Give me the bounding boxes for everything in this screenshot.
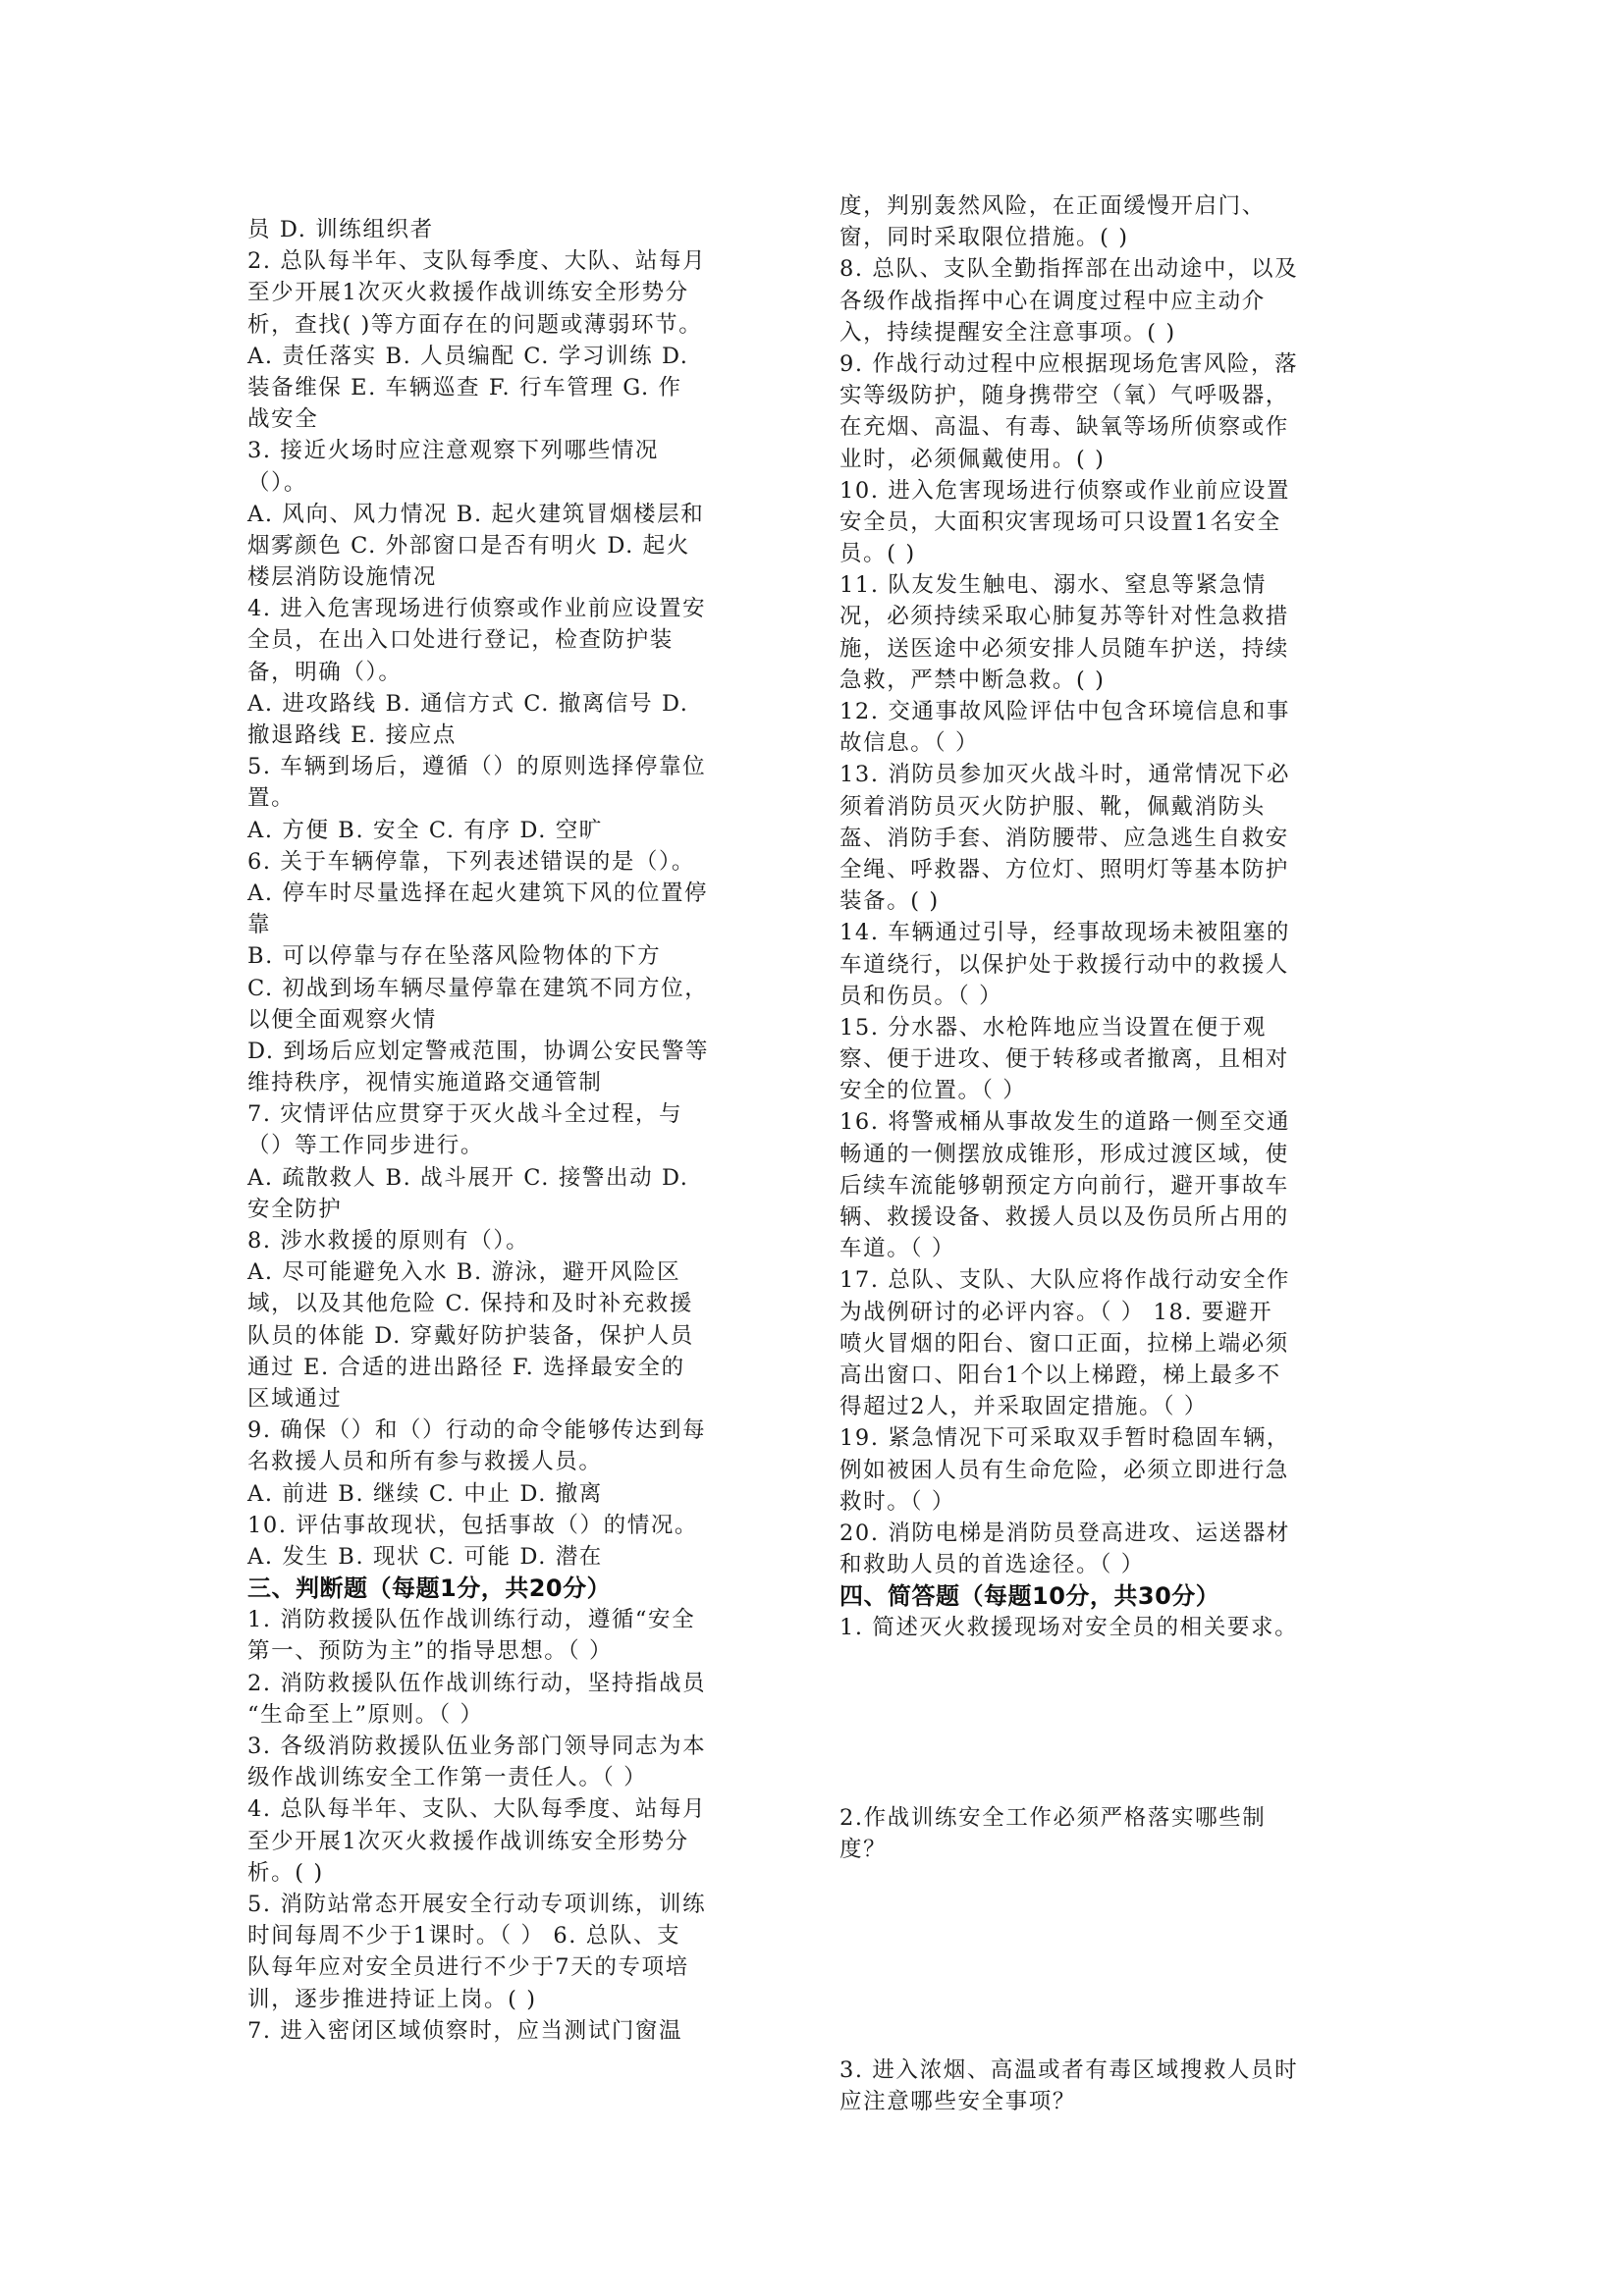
true-false-line: 实等级防护，随身携带空（氧）气呼吸器， [839, 383, 1289, 409]
true-false-line: 员和伤员。（ ） [839, 983, 1003, 1009]
answer-space [839, 1865, 1409, 1896]
true-false-line: 19. 紧急情况下可采取双手暂时稳固车辆， [839, 1425, 1291, 1452]
true-false-line: 员。( ) [839, 541, 916, 567]
true-false-line: 窗，同时采取限位措施。( ) [839, 225, 1129, 251]
options-line: 烟雾颜色 C. 外部窗口是否有明火 D. 起火 [247, 532, 690, 559]
short-answer-question: 度？ [839, 1836, 888, 1862]
options-line: 维持秩序，视情实施道路交通管制 [247, 1070, 603, 1096]
answer-space [839, 1738, 1409, 1770]
true-false-line: 12. 交通事故风险评估中包含环境信息和事 [839, 699, 1291, 724]
true-false-line: 4. 总队每半年、支队、大队每季度、站每月 [247, 1796, 707, 1823]
true-false-line: 3. 各级消防救援队伍业务部门领导同志为本 [247, 1734, 707, 1759]
question-line: 9. 确保（）和（）行动的命令能够传达到每 [247, 1417, 707, 1444]
true-false-line: 8. 总队、支队全勤指挥部在出动途中，以及 [839, 256, 1299, 283]
question-line: （）等工作同步进行。 [247, 1133, 485, 1159]
question-line: 10. 评估事故现状，包括事故（）的情况。 [247, 1512, 699, 1538]
short-answer-question: 2.作战训练安全工作必须严格落实哪些制 [839, 1804, 1267, 1831]
true-false-line: 喷火冒烟的阳台、窗口正面，拉梯上端必须 [839, 1330, 1289, 1357]
options-line: A. 疏散救人 B. 战斗展开 C. 接警出动 D. [247, 1164, 689, 1191]
options-line: B. 可以停靠与存在坠落风险物体的下方 [247, 943, 662, 970]
options-line: 安全防护 [247, 1196, 343, 1222]
options-line: A. 方便 B. 安全 C. 有序 D. 空旷 [247, 817, 603, 843]
true-false-line: 5. 消防站常态开展安全行动专项训练，训练 [247, 1891, 707, 1917]
true-false-line: 装备。( ) [839, 888, 940, 915]
options-line: 装备维保 E. 车辆巡查 F. 行车管理 G. 作 [247, 374, 682, 400]
true-false-line: 10. 进入危害现场进行侦察或作业前应设置 [839, 477, 1291, 504]
question-line: 5. 车辆到场后，遵循（）的原则选择停靠位 [247, 754, 707, 780]
options-line: 撤退路线 E. 接应点 [247, 722, 457, 748]
true-false-line: 析。( ) [247, 1859, 324, 1886]
right-column [839, 190, 1409, 2117]
true-false-line: 度，判别轰然风险，在正面缓慢开启门、 [839, 193, 1266, 219]
options-line: A. 责任落实 B. 人员编配 C. 学习训练 D. [247, 343, 689, 369]
true-false-line: 况，必须持续采取心肺复苏等针对性急救措 [839, 604, 1289, 630]
true-false-line: 车道绕行，以保护处于救援行动中的救援人 [839, 951, 1289, 978]
question-line: 6. 关于车辆停靠，下列表述错误的是（）。 [247, 848, 695, 875]
question-line: 置。 [247, 785, 296, 812]
answer-space [839, 1928, 1409, 1959]
question-line: 3. 接近火场时应注意观察下列哪些情况 [247, 438, 660, 464]
question-line: 全员，在出入口处进行登记，检查防护装 [247, 627, 674, 654]
true-false-line: 20. 消防电梯是消防员登高进攻、运送器材 [839, 1520, 1291, 1546]
answer-space [839, 1644, 1409, 1676]
true-false-line: 辆、救援设备、救援人员以及伤员所占用的 [839, 1204, 1289, 1230]
true-false-line: 为战例研讨的必评内容。（ ） 18. 要避开 [839, 1299, 1273, 1325]
options-line: 战安全 [247, 406, 319, 433]
true-false-line: 例如被困人员有生命危险，必须立即进行急 [839, 1457, 1289, 1483]
question-line: 8. 涉水救援的原则有（）。 [247, 1228, 530, 1254]
true-false-line: 故信息。（ ） [839, 730, 980, 757]
true-false-line: 救时。（ ） [839, 1488, 956, 1515]
true-false-line: 2. 消防救援队伍作战训练行动，坚持指战员 [247, 1670, 707, 1696]
options-line: C. 初战到场车辆尽量停靠在建筑不同方位， [247, 975, 709, 1001]
short-answer-question: 应注意哪些安全事项？ [839, 2089, 1077, 2115]
true-false-line: 盔、消防手套、消防腰带、应急逃生自救安 [839, 825, 1289, 851]
true-false-line: 11. 队友发生触电、溺水、窒息等紧急情 [839, 572, 1267, 599]
true-false-line: 畅通的一侧摆放成锥形，形成过渡区域，使 [839, 1141, 1289, 1167]
question-line: 4. 进入危害现场进行侦察或作业前应设置安 [247, 596, 707, 622]
true-false-line: 须着消防员灭火防护服、靴，佩戴消防头 [839, 793, 1266, 820]
true-false-line: 1. 消防救援队伍作战训练行动，遵循“安全 [247, 1607, 696, 1633]
true-false-line: 和救助人员的首选途径。（ ） [839, 1552, 1145, 1578]
options-line: 靠 [247, 912, 272, 938]
question-line: 7. 灾情评估应贯穿于灭火战斗全过程，与 [247, 1101, 683, 1128]
true-false-line: 14. 车辆通过引导，经事故现场未被阻塞的 [839, 920, 1291, 946]
section-heading-true-false: 三、判断题（每题1分，共20分） [247, 1575, 612, 1603]
options-line: A. 停车时尽量选择在起火建筑下风的位置停 [247, 880, 709, 906]
options-line: 区域通过 [247, 1385, 343, 1412]
options-line: 域，以及其他危险 C. 保持和及时补充救援 [247, 1291, 693, 1317]
true-false-line: 队每年应对安全员进行不少于7天的专项培 [247, 1954, 689, 1981]
true-false-line: 16. 将警戒桶从事故发生的道路一侧至交通 [839, 1109, 1291, 1136]
section-heading-short-answer: 四、简答题（每题10分，共30分） [839, 1582, 1220, 1611]
question-line: （）。 [247, 469, 308, 496]
true-false-line: 安全的位置。（ ） [839, 1078, 1027, 1104]
answer-space [839, 1770, 1409, 1801]
question-line: 备，明确（）。 [247, 659, 403, 685]
options-line: 通过 E. 合适的进出路径 F. 选择最安全的 [247, 1354, 685, 1380]
true-false-line: 察、便于进攻、便于转移或者撤离，且相对 [839, 1046, 1289, 1073]
options-line: 队员的体能 D. 穿戴好防护装备，保护人员 [247, 1322, 694, 1349]
true-false-line: 全绳、呼救器、方位灯、照明灯等基本防护 [839, 856, 1289, 882]
true-false-line: 得超过2人，并采取固定措施。（ ） [839, 1394, 1208, 1420]
true-false-line: 业时，必须佩戴使用。( ) [839, 446, 1106, 472]
true-false-line: 级作战训练安全工作第一责任人。（ ） [247, 1765, 648, 1791]
answer-space [839, 1676, 1409, 1707]
true-false-line: 时间每周不少于1课时。（ ） 6. 总队、支 [247, 1923, 681, 1949]
answer-space [839, 1707, 1409, 1738]
true-false-line: 各级作战指挥中心在调度过程中应主动介 [839, 288, 1266, 314]
short-answer-question: 1. 简述灭火救援现场对安全员的相关要求。 [839, 1615, 1299, 1641]
true-false-line: 施，送医途中必须安排人员随车护送，持续 [839, 635, 1289, 662]
answer-space [839, 2023, 1409, 2055]
options-line: A. 风向、风力情况 B. 起火建筑冒烟楼层和 [247, 501, 705, 527]
true-false-line: 高出窗口、阳台1个以上梯蹬，梯上最多不 [839, 1362, 1281, 1388]
true-false-line: 第一、预防为主”的指导思想。（ ） [247, 1638, 614, 1665]
options-line: A. 进攻路线 B. 通信方式 C. 撤离信号 D. [247, 690, 689, 717]
options-line: A. 前进 B. 继续 C. 中止 D. 撤离 [247, 1480, 603, 1507]
true-false-line: 训，逐步推进持证上岗。( ) [247, 1986, 537, 2012]
options-line: 以便全面观察火情 [247, 1006, 437, 1033]
answer-space [839, 1896, 1409, 1928]
options-line: A. 发生 B. 现状 C. 可能 D. 潜在 [247, 1543, 603, 1570]
true-false-line: 13. 消防员参加灭火战斗时，通常情况下必 [839, 762, 1291, 788]
true-false-line: 7. 进入密闭区域侦察时，应当测试门窗温 [247, 2017, 683, 2044]
true-false-line: 至少开展1次灭火救援作战训练安全形势分 [247, 1828, 689, 1854]
true-false-line: 9. 作战行动过程中应根据现场危害风险，落 [839, 350, 1299, 377]
answer-space [839, 1960, 1409, 1992]
true-false-line: 安全员，大面积灾害现场可只设置1名安全 [839, 508, 1281, 535]
true-false-line: “生命至上”原则。（ ） [247, 1701, 484, 1728]
true-false-line: 17. 总队、支队、大队应将作战行动安全作 [839, 1267, 1291, 1294]
left-column [247, 214, 817, 2047]
question-line: 至少开展1次灭火救援作战训练安全形势分 [247, 280, 689, 306]
true-false-line: 车道。（ ） [839, 1236, 956, 1262]
true-false-line: 入，持续提醒安全注意事项。( ) [839, 319, 1176, 346]
options-line: 楼层消防设施情况 [247, 564, 437, 591]
question-line: 名救援人员和所有参与救援人员。 [247, 1449, 603, 1475]
true-false-line: 15. 分水器、水枪阵地应当设置在便于观 [839, 1014, 1267, 1041]
true-false-line: 后续车流能够朝预定方向前行，避开事故车 [839, 1172, 1289, 1199]
text-line: 员 D. 训练组织者 [247, 217, 434, 242]
question-line: 2. 总队每半年、支队每季度、大队、站每月 [247, 248, 707, 275]
options-line: D. 到场后应划定警戒范围，协调公安民警等 [247, 1038, 710, 1064]
short-answer-question: 3. 进入浓烟、高温或者有毒区域搜救人员时 [839, 2057, 1299, 2084]
true-false-line: 急救，严禁中断急救。( ) [839, 667, 1106, 693]
answer-space [839, 1992, 1409, 2023]
options-line: A. 尽可能避免入水 B. 游泳，避开风险区 [247, 1259, 681, 1286]
true-false-line: 在充烟、高温、有毒、缺氧等场所侦察或作 [839, 414, 1289, 441]
question-line: 析，查找( )等方面存在的问题或薄弱环节。 [247, 311, 703, 338]
